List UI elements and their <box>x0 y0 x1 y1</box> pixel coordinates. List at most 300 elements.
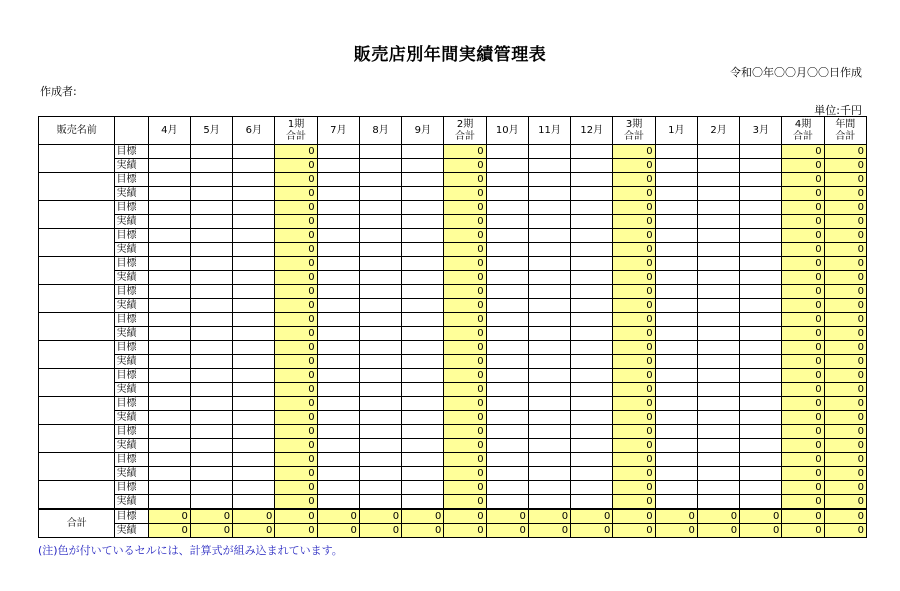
input-cell[interactable] <box>528 481 570 495</box>
input-cell[interactable] <box>190 467 232 481</box>
input-cell[interactable] <box>528 215 570 229</box>
input-cell[interactable] <box>402 355 444 369</box>
input-cell[interactable] <box>190 243 232 257</box>
input-cell[interactable] <box>233 285 275 299</box>
input-cell[interactable] <box>486 271 528 285</box>
input-cell[interactable] <box>486 187 528 201</box>
input-cell[interactable] <box>359 425 401 439</box>
input-cell[interactable] <box>233 341 275 355</box>
store-name-cell[interactable] <box>39 229 115 257</box>
input-cell[interactable] <box>528 327 570 341</box>
input-cell[interactable] <box>359 495 401 510</box>
input-cell[interactable] <box>148 299 190 313</box>
input-cell[interactable] <box>697 355 739 369</box>
input-cell[interactable] <box>697 481 739 495</box>
input-cell[interactable] <box>190 187 232 201</box>
input-cell[interactable] <box>359 313 401 327</box>
input-cell[interactable] <box>740 327 782 341</box>
input-cell[interactable] <box>359 439 401 453</box>
input-cell[interactable] <box>571 229 613 243</box>
input-cell[interactable] <box>528 425 570 439</box>
store-name-cell[interactable] <box>39 173 115 201</box>
input-cell[interactable] <box>740 411 782 425</box>
input-cell[interactable] <box>359 187 401 201</box>
input-cell[interactable] <box>486 327 528 341</box>
input-cell[interactable] <box>528 145 570 159</box>
input-cell[interactable] <box>317 201 359 215</box>
input-cell[interactable] <box>233 495 275 510</box>
input-cell[interactable] <box>697 145 739 159</box>
input-cell[interactable] <box>148 145 190 159</box>
input-cell[interactable] <box>486 173 528 187</box>
input-cell[interactable] <box>148 355 190 369</box>
store-name-cell[interactable] <box>39 257 115 285</box>
input-cell[interactable] <box>233 299 275 313</box>
input-cell[interactable] <box>571 467 613 481</box>
input-cell[interactable] <box>655 271 697 285</box>
input-cell[interactable] <box>655 285 697 299</box>
input-cell[interactable] <box>317 411 359 425</box>
input-cell[interactable] <box>359 285 401 299</box>
input-cell[interactable] <box>528 453 570 467</box>
input-cell[interactable] <box>190 159 232 173</box>
input-cell[interactable] <box>148 425 190 439</box>
input-cell[interactable] <box>486 495 528 510</box>
input-cell[interactable] <box>528 299 570 313</box>
input-cell[interactable] <box>655 215 697 229</box>
input-cell[interactable] <box>740 145 782 159</box>
input-cell[interactable] <box>148 369 190 383</box>
store-name-cell[interactable] <box>39 481 115 510</box>
input-cell[interactable] <box>233 369 275 383</box>
input-cell[interactable] <box>190 215 232 229</box>
input-cell[interactable] <box>402 467 444 481</box>
input-cell[interactable] <box>317 397 359 411</box>
input-cell[interactable] <box>655 257 697 271</box>
store-name-cell[interactable] <box>39 145 115 173</box>
input-cell[interactable] <box>402 229 444 243</box>
input-cell[interactable] <box>359 299 401 313</box>
input-cell[interactable] <box>740 341 782 355</box>
input-cell[interactable] <box>740 369 782 383</box>
input-cell[interactable] <box>148 467 190 481</box>
input-cell[interactable] <box>148 481 190 495</box>
input-cell[interactable] <box>528 173 570 187</box>
input-cell[interactable] <box>655 495 697 510</box>
input-cell[interactable] <box>402 495 444 510</box>
input-cell[interactable] <box>233 201 275 215</box>
input-cell[interactable] <box>317 481 359 495</box>
input-cell[interactable] <box>528 257 570 271</box>
input-cell[interactable] <box>697 201 739 215</box>
input-cell[interactable] <box>528 397 570 411</box>
input-cell[interactable] <box>697 173 739 187</box>
input-cell[interactable] <box>233 453 275 467</box>
input-cell[interactable] <box>486 355 528 369</box>
input-cell[interactable] <box>571 299 613 313</box>
input-cell[interactable] <box>486 243 528 257</box>
input-cell[interactable] <box>528 341 570 355</box>
input-cell[interactable] <box>233 173 275 187</box>
input-cell[interactable] <box>359 467 401 481</box>
input-cell[interactable] <box>402 411 444 425</box>
input-cell[interactable] <box>571 425 613 439</box>
input-cell[interactable] <box>571 453 613 467</box>
store-name-cell[interactable] <box>39 369 115 397</box>
input-cell[interactable] <box>148 159 190 173</box>
input-cell[interactable] <box>697 341 739 355</box>
input-cell[interactable] <box>486 467 528 481</box>
input-cell[interactable] <box>697 215 739 229</box>
input-cell[interactable] <box>571 495 613 510</box>
input-cell[interactable] <box>528 411 570 425</box>
input-cell[interactable] <box>486 397 528 411</box>
input-cell[interactable] <box>190 229 232 243</box>
input-cell[interactable] <box>740 229 782 243</box>
input-cell[interactable] <box>697 467 739 481</box>
input-cell[interactable] <box>359 215 401 229</box>
input-cell[interactable] <box>571 159 613 173</box>
input-cell[interactable] <box>486 313 528 327</box>
input-cell[interactable] <box>486 159 528 173</box>
input-cell[interactable] <box>317 187 359 201</box>
input-cell[interactable] <box>655 327 697 341</box>
input-cell[interactable] <box>571 341 613 355</box>
input-cell[interactable] <box>233 145 275 159</box>
input-cell[interactable] <box>571 285 613 299</box>
input-cell[interactable] <box>190 299 232 313</box>
input-cell[interactable] <box>486 453 528 467</box>
input-cell[interactable] <box>697 397 739 411</box>
input-cell[interactable] <box>190 481 232 495</box>
input-cell[interactable] <box>486 299 528 313</box>
input-cell[interactable] <box>190 397 232 411</box>
input-cell[interactable] <box>571 187 613 201</box>
input-cell[interactable] <box>571 439 613 453</box>
input-cell[interactable] <box>528 285 570 299</box>
input-cell[interactable] <box>486 481 528 495</box>
input-cell[interactable] <box>740 187 782 201</box>
input-cell[interactable] <box>190 425 232 439</box>
input-cell[interactable] <box>655 159 697 173</box>
input-cell[interactable] <box>233 425 275 439</box>
input-cell[interactable] <box>486 383 528 397</box>
input-cell[interactable] <box>233 313 275 327</box>
store-name-cell[interactable] <box>39 201 115 229</box>
input-cell[interactable] <box>528 229 570 243</box>
input-cell[interactable] <box>402 369 444 383</box>
input-cell[interactable] <box>317 439 359 453</box>
input-cell[interactable] <box>740 173 782 187</box>
store-name-cell[interactable] <box>39 397 115 425</box>
input-cell[interactable] <box>233 243 275 257</box>
input-cell[interactable] <box>740 215 782 229</box>
input-cell[interactable] <box>655 369 697 383</box>
input-cell[interactable] <box>402 383 444 397</box>
input-cell[interactable] <box>655 453 697 467</box>
input-cell[interactable] <box>402 453 444 467</box>
input-cell[interactable] <box>655 425 697 439</box>
input-cell[interactable] <box>528 467 570 481</box>
input-cell[interactable] <box>740 425 782 439</box>
input-cell[interactable] <box>190 257 232 271</box>
input-cell[interactable] <box>528 439 570 453</box>
input-cell[interactable] <box>148 383 190 397</box>
input-cell[interactable] <box>233 397 275 411</box>
input-cell[interactable] <box>402 285 444 299</box>
input-cell[interactable] <box>233 327 275 341</box>
input-cell[interactable] <box>528 495 570 510</box>
input-cell[interactable] <box>697 327 739 341</box>
input-cell[interactable] <box>697 369 739 383</box>
input-cell[interactable] <box>571 383 613 397</box>
input-cell[interactable] <box>402 187 444 201</box>
input-cell[interactable] <box>655 299 697 313</box>
input-cell[interactable] <box>486 215 528 229</box>
input-cell[interactable] <box>233 481 275 495</box>
input-cell[interactable] <box>697 453 739 467</box>
input-cell[interactable] <box>359 355 401 369</box>
input-cell[interactable] <box>359 173 401 187</box>
input-cell[interactable] <box>190 327 232 341</box>
input-cell[interactable] <box>190 341 232 355</box>
input-cell[interactable] <box>655 383 697 397</box>
input-cell[interactable] <box>317 425 359 439</box>
input-cell[interactable] <box>571 369 613 383</box>
input-cell[interactable] <box>148 313 190 327</box>
input-cell[interactable] <box>317 215 359 229</box>
input-cell[interactable] <box>402 159 444 173</box>
input-cell[interactable] <box>317 495 359 510</box>
input-cell[interactable] <box>697 257 739 271</box>
input-cell[interactable] <box>317 383 359 397</box>
input-cell[interactable] <box>697 495 739 510</box>
input-cell[interactable] <box>571 397 613 411</box>
input-cell[interactable] <box>655 229 697 243</box>
input-cell[interactable] <box>402 201 444 215</box>
input-cell[interactable] <box>359 257 401 271</box>
input-cell[interactable] <box>528 383 570 397</box>
input-cell[interactable] <box>528 313 570 327</box>
input-cell[interactable] <box>190 439 232 453</box>
input-cell[interactable] <box>486 201 528 215</box>
input-cell[interactable] <box>697 159 739 173</box>
input-cell[interactable] <box>190 173 232 187</box>
input-cell[interactable] <box>655 313 697 327</box>
input-cell[interactable] <box>148 215 190 229</box>
input-cell[interactable] <box>233 271 275 285</box>
input-cell[interactable] <box>740 243 782 257</box>
input-cell[interactable] <box>359 145 401 159</box>
input-cell[interactable] <box>148 229 190 243</box>
input-cell[interactable] <box>655 201 697 215</box>
input-cell[interactable] <box>697 187 739 201</box>
input-cell[interactable] <box>148 495 190 510</box>
input-cell[interactable] <box>190 201 232 215</box>
input-cell[interactable] <box>359 397 401 411</box>
input-cell[interactable] <box>359 159 401 173</box>
input-cell[interactable] <box>486 411 528 425</box>
input-cell[interactable] <box>655 341 697 355</box>
input-cell[interactable] <box>317 243 359 257</box>
input-cell[interactable] <box>148 439 190 453</box>
input-cell[interactable] <box>359 411 401 425</box>
input-cell[interactable] <box>317 355 359 369</box>
input-cell[interactable] <box>655 173 697 187</box>
input-cell[interactable] <box>571 215 613 229</box>
input-cell[interactable] <box>697 411 739 425</box>
input-cell[interactable] <box>190 383 232 397</box>
input-cell[interactable] <box>148 327 190 341</box>
input-cell[interactable] <box>233 229 275 243</box>
input-cell[interactable] <box>148 271 190 285</box>
input-cell[interactable] <box>402 327 444 341</box>
input-cell[interactable] <box>359 201 401 215</box>
input-cell[interactable] <box>317 159 359 173</box>
input-cell[interactable] <box>571 257 613 271</box>
input-cell[interactable] <box>190 411 232 425</box>
input-cell[interactable] <box>317 285 359 299</box>
input-cell[interactable] <box>571 201 613 215</box>
input-cell[interactable] <box>697 229 739 243</box>
input-cell[interactable] <box>486 369 528 383</box>
store-name-cell[interactable] <box>39 285 115 313</box>
input-cell[interactable] <box>359 271 401 285</box>
input-cell[interactable] <box>571 355 613 369</box>
input-cell[interactable] <box>317 467 359 481</box>
input-cell[interactable] <box>359 229 401 243</box>
input-cell[interactable] <box>402 243 444 257</box>
input-cell[interactable] <box>486 425 528 439</box>
input-cell[interactable] <box>148 397 190 411</box>
input-cell[interactable] <box>233 411 275 425</box>
input-cell[interactable] <box>740 355 782 369</box>
input-cell[interactable] <box>697 383 739 397</box>
input-cell[interactable] <box>402 145 444 159</box>
input-cell[interactable] <box>190 495 232 510</box>
input-cell[interactable] <box>655 411 697 425</box>
input-cell[interactable] <box>740 495 782 510</box>
input-cell[interactable] <box>740 271 782 285</box>
input-cell[interactable] <box>655 355 697 369</box>
input-cell[interactable] <box>486 341 528 355</box>
input-cell[interactable] <box>740 285 782 299</box>
input-cell[interactable] <box>402 341 444 355</box>
store-name-cell[interactable] <box>39 341 115 369</box>
input-cell[interactable] <box>655 397 697 411</box>
input-cell[interactable] <box>402 313 444 327</box>
input-cell[interactable] <box>740 201 782 215</box>
input-cell[interactable] <box>233 257 275 271</box>
input-cell[interactable] <box>486 285 528 299</box>
input-cell[interactable] <box>528 355 570 369</box>
input-cell[interactable] <box>655 243 697 257</box>
input-cell[interactable] <box>740 299 782 313</box>
input-cell[interactable] <box>402 271 444 285</box>
input-cell[interactable] <box>402 215 444 229</box>
input-cell[interactable] <box>740 481 782 495</box>
input-cell[interactable] <box>740 159 782 173</box>
input-cell[interactable] <box>697 299 739 313</box>
input-cell[interactable] <box>233 467 275 481</box>
input-cell[interactable] <box>148 243 190 257</box>
input-cell[interactable] <box>190 285 232 299</box>
input-cell[interactable] <box>571 173 613 187</box>
input-cell[interactable] <box>655 481 697 495</box>
input-cell[interactable] <box>148 201 190 215</box>
input-cell[interactable] <box>359 383 401 397</box>
input-cell[interactable] <box>697 313 739 327</box>
store-name-cell[interactable] <box>39 425 115 453</box>
input-cell[interactable] <box>697 439 739 453</box>
input-cell[interactable] <box>402 397 444 411</box>
input-cell[interactable] <box>528 369 570 383</box>
input-cell[interactable] <box>486 145 528 159</box>
input-cell[interactable] <box>148 173 190 187</box>
input-cell[interactable] <box>697 243 739 257</box>
input-cell[interactable] <box>190 453 232 467</box>
input-cell[interactable] <box>571 271 613 285</box>
input-cell[interactable] <box>317 173 359 187</box>
input-cell[interactable] <box>317 271 359 285</box>
input-cell[interactable] <box>571 145 613 159</box>
input-cell[interactable] <box>528 243 570 257</box>
input-cell[interactable] <box>317 369 359 383</box>
input-cell[interactable] <box>359 453 401 467</box>
input-cell[interactable] <box>528 159 570 173</box>
input-cell[interactable] <box>571 481 613 495</box>
input-cell[interactable] <box>528 201 570 215</box>
input-cell[interactable] <box>190 313 232 327</box>
input-cell[interactable] <box>148 257 190 271</box>
input-cell[interactable] <box>402 173 444 187</box>
input-cell[interactable] <box>148 341 190 355</box>
input-cell[interactable] <box>317 145 359 159</box>
input-cell[interactable] <box>740 383 782 397</box>
input-cell[interactable] <box>359 481 401 495</box>
input-cell[interactable] <box>740 467 782 481</box>
input-cell[interactable] <box>317 257 359 271</box>
input-cell[interactable] <box>571 411 613 425</box>
input-cell[interactable] <box>571 327 613 341</box>
input-cell[interactable] <box>528 187 570 201</box>
input-cell[interactable] <box>233 187 275 201</box>
input-cell[interactable] <box>317 229 359 243</box>
input-cell[interactable] <box>740 453 782 467</box>
input-cell[interactable] <box>486 439 528 453</box>
input-cell[interactable] <box>697 271 739 285</box>
input-cell[interactable] <box>190 145 232 159</box>
input-cell[interactable] <box>148 285 190 299</box>
input-cell[interactable] <box>697 285 739 299</box>
input-cell[interactable] <box>317 341 359 355</box>
input-cell[interactable] <box>740 313 782 327</box>
input-cell[interactable] <box>317 327 359 341</box>
input-cell[interactable] <box>233 439 275 453</box>
input-cell[interactable] <box>402 439 444 453</box>
input-cell[interactable] <box>148 453 190 467</box>
input-cell[interactable] <box>697 425 739 439</box>
input-cell[interactable] <box>571 243 613 257</box>
input-cell[interactable] <box>233 215 275 229</box>
input-cell[interactable] <box>655 187 697 201</box>
input-cell[interactable] <box>233 383 275 397</box>
input-cell[interactable] <box>655 439 697 453</box>
input-cell[interactable] <box>359 327 401 341</box>
input-cell[interactable] <box>148 187 190 201</box>
input-cell[interactable] <box>571 313 613 327</box>
input-cell[interactable] <box>740 257 782 271</box>
